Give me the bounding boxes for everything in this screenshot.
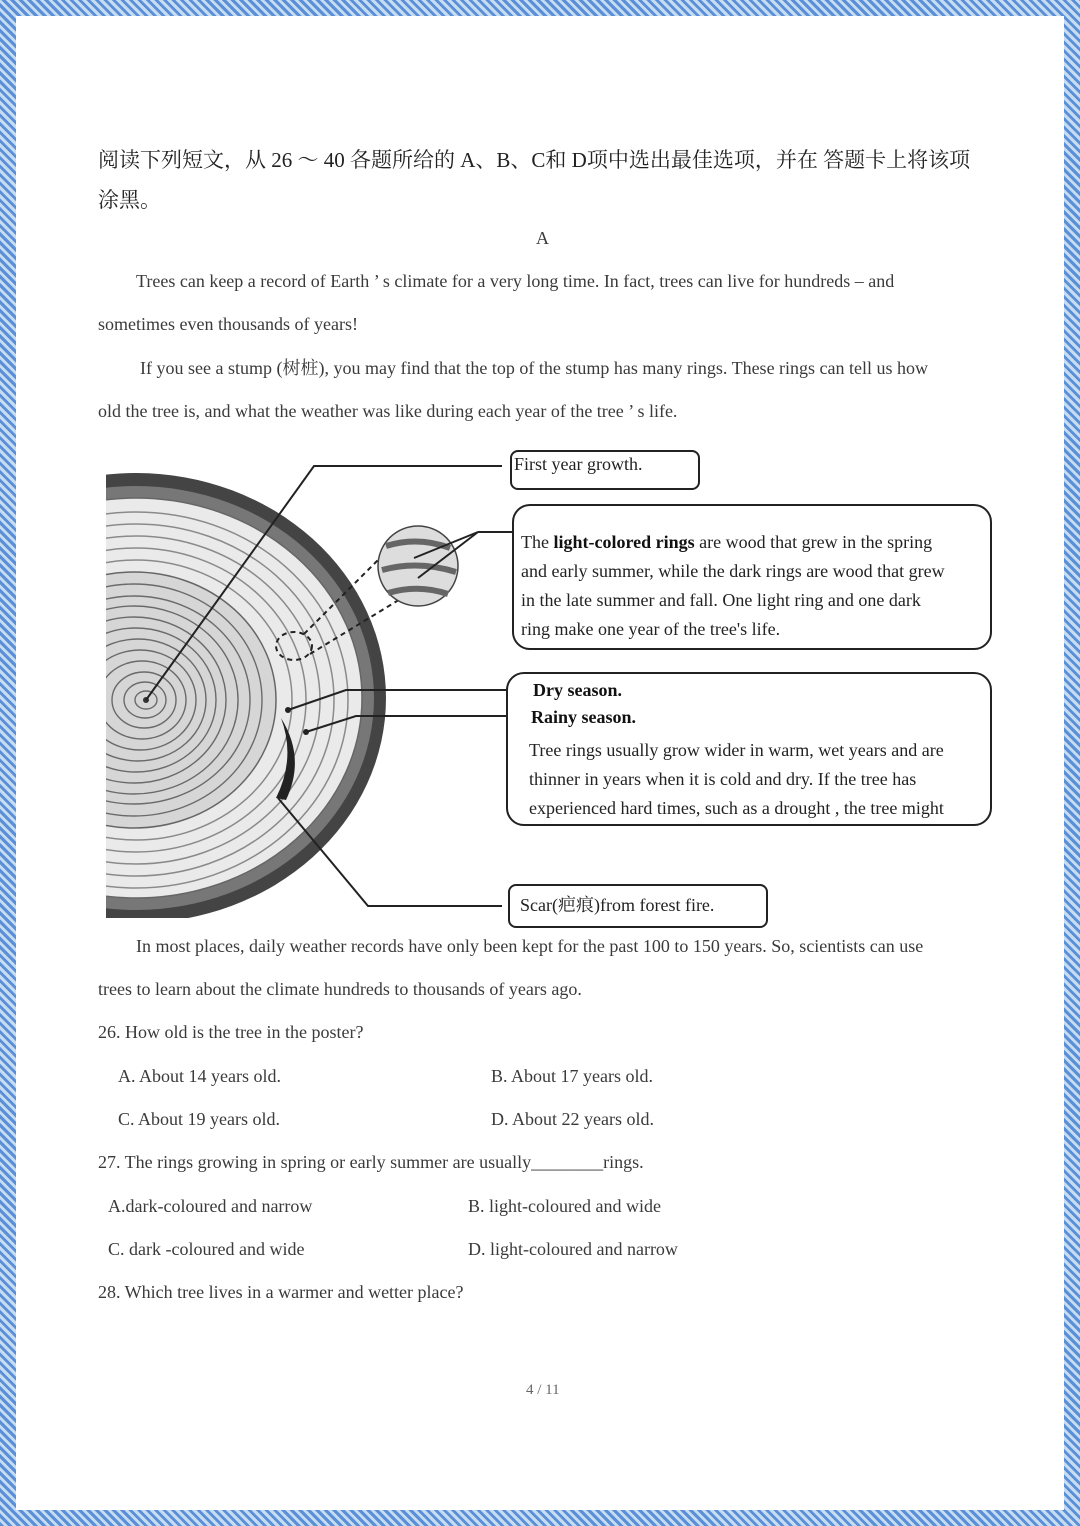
paragraph-2-line-1: If you see a stump (树桩), you may find that the top of the stump has many rings. These rings can tell us how — [140, 358, 929, 378]
document-page — [16, 16, 1064, 1510]
page-number: 4 / 11 — [526, 1382, 560, 1398]
instruction-line-1: 阅读下列短文，从 26 ～ 40 各题所给的 A、B、C和 D项中选出最佳选项，并在 答题卡上将该项 — [98, 148, 971, 172]
light-rings-line-1 — [521, 530, 932, 554]
first-year-growth-box — [510, 450, 700, 490]
question-28-stem: 28. Which tree lives in a warmer and wetter place? — [98, 1282, 464, 1302]
light-rings-line-1-rest: are wood that grew in the spring — [694, 532, 933, 552]
rainy-season-label: Rainy season. — [531, 707, 637, 727]
question-27-option-c[interactable]: C. dark -coloured and wide — [108, 1239, 305, 1259]
instruction-line-2: 涂黑。 — [98, 188, 161, 212]
question-27-option-b[interactable]: B. light-coloured and wide — [468, 1196, 661, 1216]
growth-note-line-2: thinner in years when it is cold and dry. If the tree has — [529, 769, 917, 789]
question-27-stem: 27. The rings growing in spring or early summer are usually________rings. — [98, 1152, 644, 1172]
paragraph-3-line-2: trees to learn about the climate hundreds to thousands of years ago. — [98, 979, 582, 999]
question-26-option-d[interactable]: D. About 22 years old. — [491, 1109, 654, 1129]
light-colored-rings-term: light-colored rings — [553, 532, 695, 552]
light-rings-box — [512, 504, 992, 650]
first-year-growth-label: First year growth. — [514, 454, 643, 474]
paragraph-2-line-2: old the tree is, and what the weather was like during each year of the tree ’ s life. — [98, 401, 678, 421]
question-26-option-b[interactable]: B. About 17 years old. — [491, 1066, 653, 1086]
question-27-option-a[interactable]: A.dark-coloured and narrow — [108, 1196, 313, 1216]
growth-note-line-3: experienced hard times, such as a drought , the tree might — [529, 798, 944, 818]
paragraph-1-line-1: Trees can keep a record of Earth ’ s climate for a very long time. In fact, trees can live for hundreds – and — [136, 271, 895, 291]
paragraph-3-line-1: In most places, daily weather records have only been kept for the past 100 to 150 years. So, scientists can use — [136, 936, 924, 956]
season-box — [506, 672, 992, 826]
paragraph-1-line-2: sometimes even thousands of years! — [98, 314, 358, 334]
question-26-option-a[interactable]: A. About 14 years old. — [118, 1066, 281, 1086]
question-26-stem: 26. How old is the tree in the poster? — [98, 1022, 364, 1042]
passage-label: A — [536, 228, 549, 248]
light-rings-line-4: ring make one year of the tree's life. — [521, 619, 781, 639]
scar-box — [508, 884, 768, 928]
light-rings-line-2: and early summer, while the dark rings are wood that grew — [521, 561, 945, 581]
dry-season-label: Dry season. — [533, 680, 622, 700]
question-27-option-d[interactable]: D. light-coloured and narrow — [468, 1239, 678, 1259]
growth-note-line-1: Tree rings usually grow wider in warm, wet years and are — [529, 740, 944, 760]
scar-label: Scar(疤痕)from forest fire. — [520, 895, 715, 915]
tree-ring-diagram — [106, 428, 996, 918]
light-rings-prefix: The — [521, 532, 554, 552]
question-26-option-c[interactable]: C. About 19 years old. — [118, 1109, 280, 1129]
light-rings-line-3: in the late summer and fall. One light ring and one dark — [521, 590, 921, 610]
